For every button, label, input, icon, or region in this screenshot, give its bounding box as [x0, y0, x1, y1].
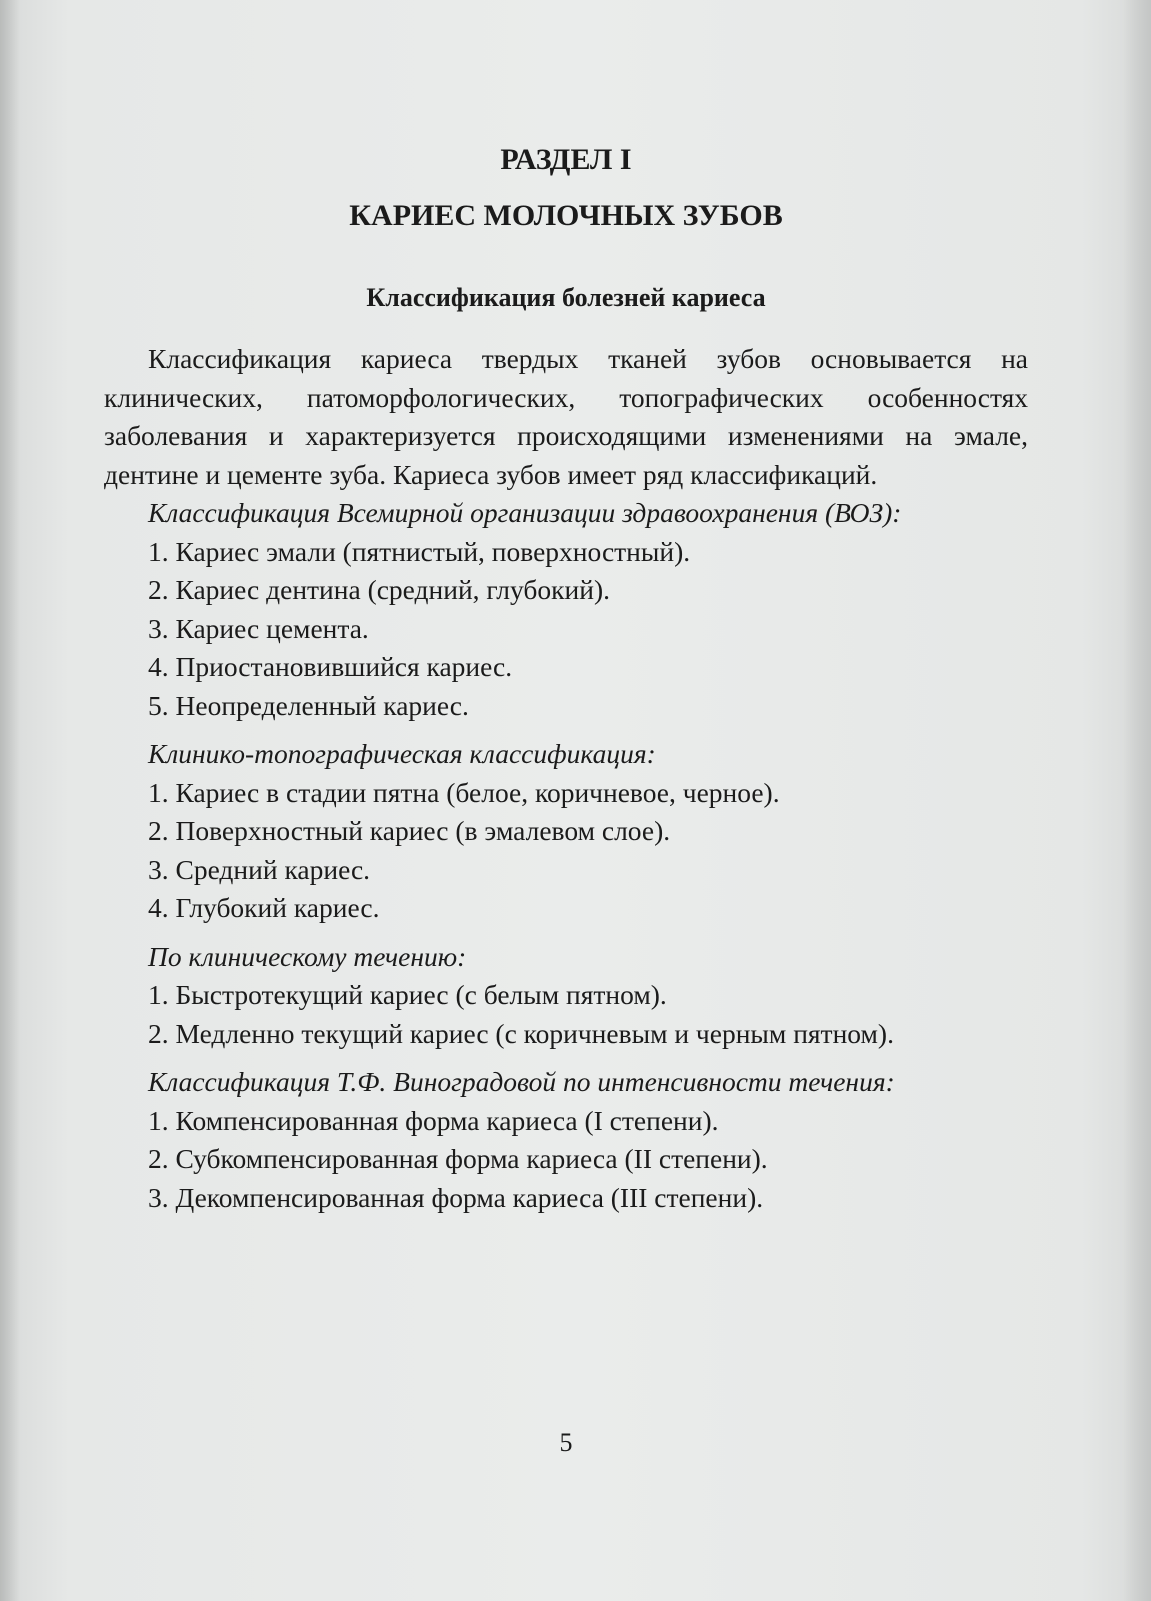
list-item: 3. Кариес цемента. [148, 612, 369, 644]
classification-list [104, 1102, 1028, 1218]
classification-title: Классификация Всемирной организации здравоохранения (ВОЗ): [148, 497, 902, 528]
list-item: 3. Средний кариес. [148, 853, 371, 885]
intro-paragraph: Классификация кариеса твердых тканей зубов основывается на клинических, патоморфологических, топографических особенностях заболевания и характеризуется происходящими изменениями на эмале, дентине и цементе зуба. Кариеса зубов имеет ряд классификаций. [104, 343, 1028, 490]
list-item: 5. Неопределенный кариес. [148, 689, 469, 721]
list-item: 2. Медленно текущий кариес (с коричневым и черным пятном). [148, 1017, 894, 1049]
classification-vinogradova [104, 1063, 1028, 1217]
classification-list [104, 774, 1028, 928]
classification-title: Классификация Т.Ф. Виноградовой по интенсивности течения: [148, 1066, 895, 1097]
classification-clinical-course [104, 938, 1028, 1054]
list-item: 4. Глубокий кариес. [148, 892, 380, 923]
classification-title: Клинико-топографическая классификация: [148, 738, 656, 769]
list-item: 4. Приостановившийся кариес. [148, 651, 513, 682]
list-item: 1. Компенсированная форма кариеса (I степени). [148, 1104, 719, 1136]
section-subheading: Классификация болезней кариеса [366, 283, 766, 312]
classification-title: По клиническому течению: [148, 940, 467, 972]
classification-who [104, 494, 1028, 725]
classification-list [104, 976, 1028, 1053]
list-item: 2. Поверхностный кариес (в эмалевом слое). [148, 815, 671, 846]
body-text [104, 340, 1028, 1217]
chapter-title: КАРИЕС МОЛОЧНЫХ ЗУБОВ [349, 199, 783, 232]
list-item: 2. Субкомпенсированная форма кариеса (II степени). [148, 1143, 768, 1174]
classification-list [104, 533, 1028, 726]
page-number: 5 [559, 1428, 573, 1457]
list-item: 1. Кариес эмали (пятнистый, поверхностный). [148, 535, 691, 567]
list-item: 1. Быстротекущий кариес (с белым пятном). [148, 979, 667, 1010]
section-label: РАЗДЕЛ I [500, 143, 632, 176]
list-item: 2. Кариес дентина (средний, глубокий). [148, 574, 610, 605]
list-item: 1. Кариес в стадии пятна (белое, коричневое, черное). [148, 776, 780, 808]
list-item: 3. Декомпенсированная форма кариеса (III степени). [148, 1181, 764, 1213]
classification-clinical-topographic [104, 735, 1028, 928]
